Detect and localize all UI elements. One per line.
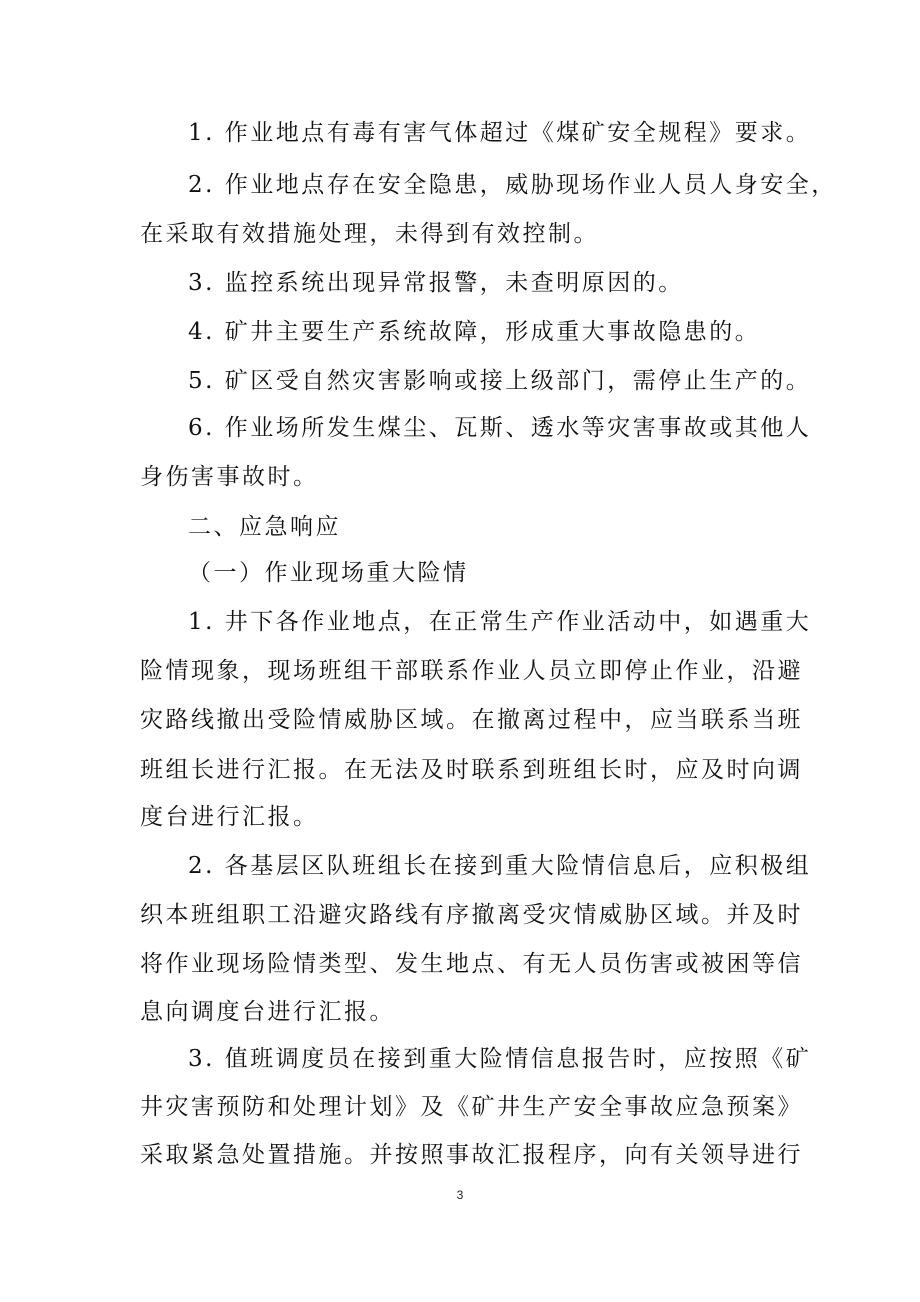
paragraph-line: 身伤害事故时。	[140, 464, 319, 490]
paragraph-line: 4. 矿井主要生产系统故障，形成重大事故隐患的。	[188, 319, 761, 345]
subsection-heading: （一）作业现场重大险情	[188, 560, 469, 586]
paragraph-line: 2. 作业地点存在安全隐患，威胁现场作业人员人身安全，	[188, 172, 837, 198]
paragraph-line: 险情现象，现场班组干部联系作业人员立即停止作业，沿避	[140, 658, 803, 684]
paragraph-line: 3. 值班调度员在接到重大险情信息报告时，应按照《矿	[188, 1046, 812, 1072]
paragraph-line: 1. 作业地点有毒有害气体超过《煤矿安全规程》要求。	[188, 120, 812, 146]
paragraph-line: 井灾害预防和处理计划》及《矿井生产安全事故应急预案》	[140, 1094, 803, 1120]
paragraph-line: 1. 井下各作业地点，在正常生产作业活动中，如遇重大	[188, 609, 812, 635]
paragraph-line: 3. 监控系统出现异常报警，未查明原因的。	[188, 270, 684, 296]
paragraph-line: 织本班组职工沿避灾路线有序撤离受灾情威胁区域。并及时	[140, 902, 803, 928]
paragraph-line: 6. 作业场所发生煤尘、瓦斯、透水等灾害事故或其他人	[188, 415, 812, 441]
paragraph-line: 灾路线撤出受险情威胁区域。在撤离过程中，应当联系当班	[140, 707, 803, 733]
paragraph-line: 度台进行汇报。	[140, 804, 319, 830]
page-number: 3	[456, 1188, 464, 1202]
paragraph-line: 班组长进行汇报。在无法及时联系到班组长时，应及时向调	[140, 757, 803, 783]
paragraph-line: 在采取有效措施处理，未得到有效控制。	[140, 221, 599, 247]
paragraph-line: 将作业现场险情类型、发生地点、有无人员伤害或被困等信	[140, 951, 803, 977]
paragraph-line: 采取紧急处置措施。并按照事故汇报程序，向有关领导进行	[140, 1142, 803, 1168]
section-heading: 二、应急响应	[188, 514, 341, 540]
paragraph-line: 2. 各基层区队班组长在接到重大险情信息后，应积极组	[188, 853, 812, 879]
paragraph-line: 息向调度台进行汇报。	[140, 999, 395, 1025]
paragraph-line: 5. 矿区受自然灾害影响或接上级部门，需停止生产的。	[188, 368, 812, 394]
